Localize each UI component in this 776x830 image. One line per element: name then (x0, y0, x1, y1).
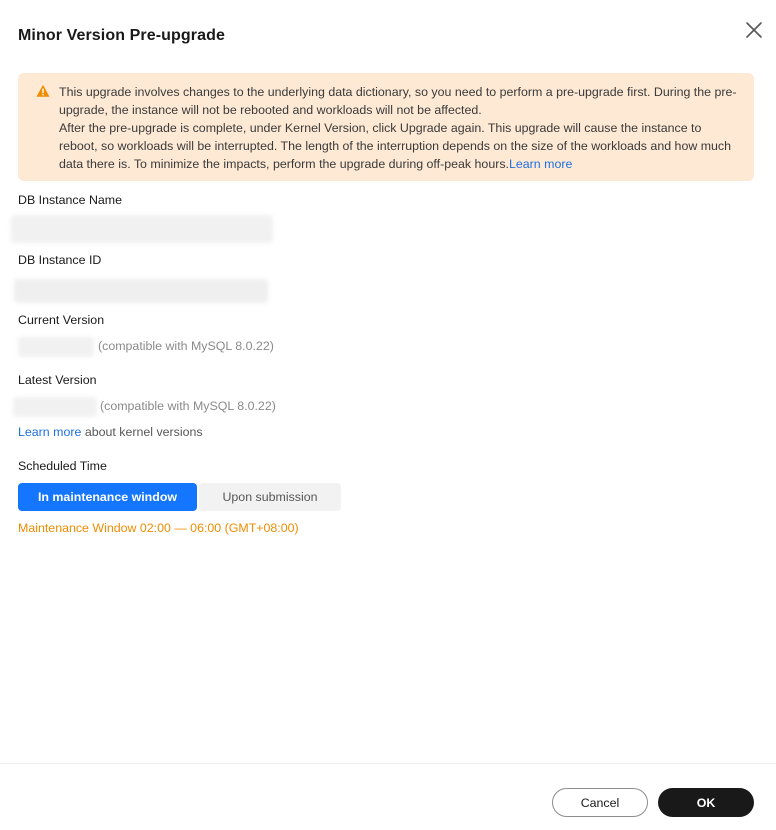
scheduled-time-label: Scheduled Time (18, 459, 107, 473)
kernel-info-text: about kernel versions (81, 425, 203, 439)
alert-learn-more-link[interactable]: Learn more (508, 157, 573, 171)
close-button[interactable] (744, 20, 764, 40)
current-version-value-redacted (18, 337, 94, 357)
current-version-label: Current Version (18, 313, 105, 327)
dialog-title: Minor Version Pre-upgrade (18, 27, 225, 44)
ok-button[interactable]: OK (658, 788, 754, 817)
schedule-option-upon-submission[interactable]: Upon submission (199, 483, 341, 511)
alert-text (59, 83, 739, 173)
maintenance-window-text: Maintenance Window 02:00 — 06:00 (GMT+08:00) (18, 521, 299, 535)
footer-divider (0, 763, 776, 764)
close-icon (744, 20, 764, 40)
current-version-compat: (compatible with MySQL 8.0.22) (98, 339, 274, 353)
kernel-learn-more-link[interactable]: Learn more (18, 425, 82, 439)
latest-version-compat: (compatible with MySQL 8.0.22) (100, 399, 276, 413)
instance-name-label: DB Instance Name (18, 193, 122, 207)
latest-version-value-redacted (13, 397, 97, 417)
alert-line-1: This upgrade involves changes to the underlying data dictionary, so you need to perform a pre-upgrade first. During the pre-upgrade, the instance will not be rebooted and workloads will not be affected. (59, 85, 737, 117)
instance-id-value-redacted (14, 279, 268, 303)
instance-name-value-redacted (11, 215, 273, 243)
schedule-option-maintenance-window[interactable]: In maintenance window (18, 483, 197, 511)
kernel-info-line (18, 425, 203, 439)
alert-line-2 (59, 119, 739, 173)
warning-alert (18, 73, 754, 181)
cancel-button[interactable]: Cancel (552, 788, 648, 817)
latest-version-label: Latest Version (18, 373, 97, 387)
warning-icon (36, 84, 50, 98)
instance-id-label: DB Instance ID (18, 253, 102, 267)
alert-line-2-text: After the pre-upgrade is complete, under Kernel Version, click Upgrade again. This upgrade will cause the instance to reboot, so workloads will be interrupted. The length of the interruption depends on the size of the workloads and how much data there is. To minimize the impacts, perform the upgrade during off-peak hours. (59, 121, 732, 171)
